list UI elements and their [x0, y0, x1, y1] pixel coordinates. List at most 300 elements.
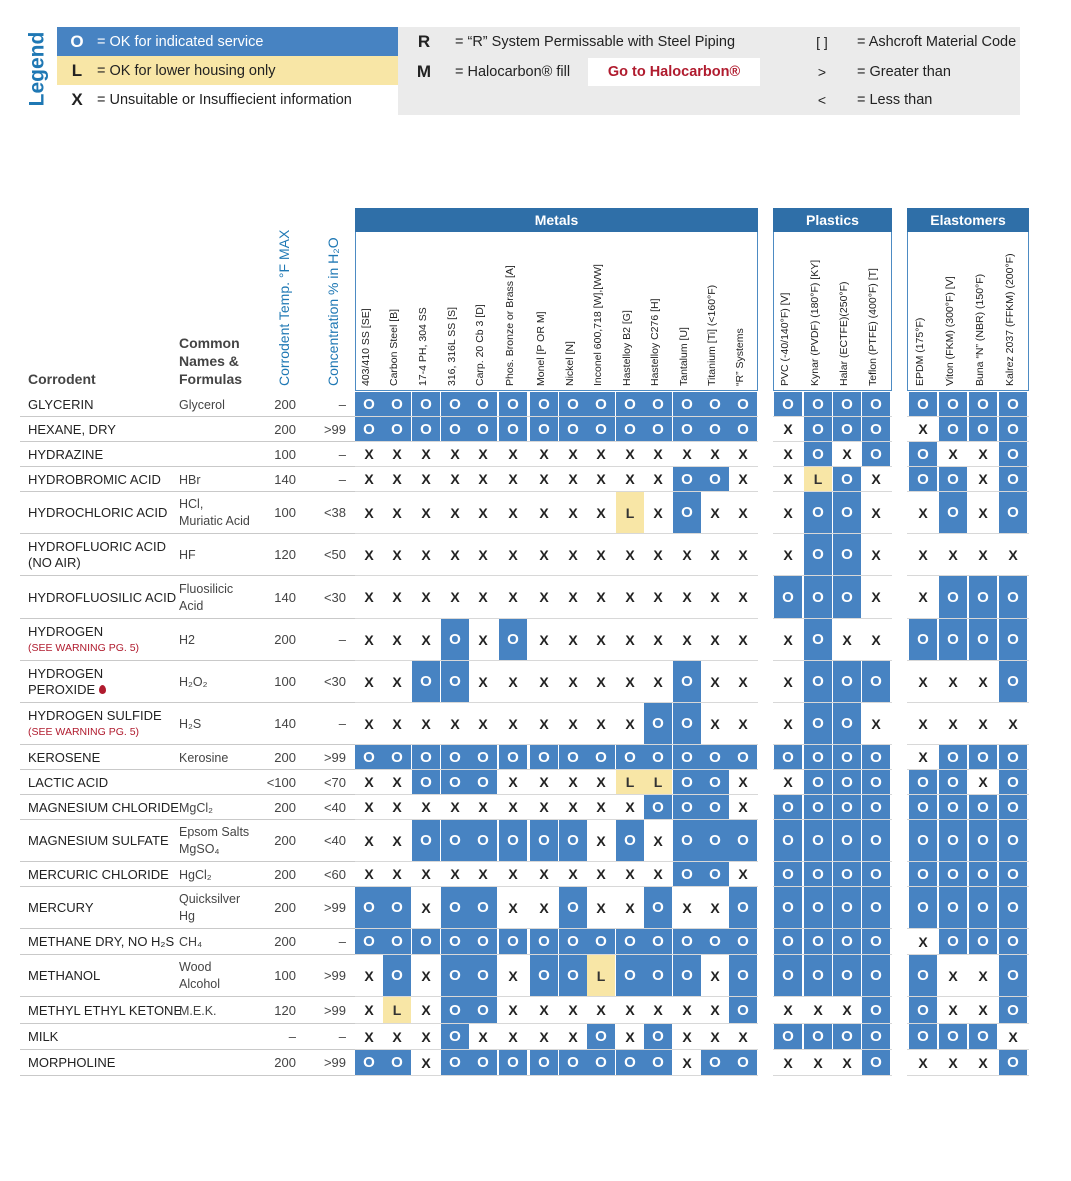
- compatibility-cell: X: [710, 446, 720, 462]
- compatibility-cell: X: [364, 774, 374, 790]
- compatibility-cell: X: [478, 673, 488, 690]
- compatibility-cell: X: [508, 866, 518, 882]
- compatibility-cell: O: [969, 745, 997, 769]
- compatibility-cell: O: [644, 745, 672, 769]
- compatibility-cell: O: [939, 745, 967, 769]
- compatibility-cell: X: [508, 446, 518, 462]
- compatibility-cell: X: [596, 774, 606, 790]
- compatibility-cell: O: [939, 820, 967, 861]
- compatibility-cell: O: [833, 820, 861, 861]
- corrodent-temp: 200: [274, 421, 296, 437]
- compatibility-cell: O: [833, 745, 861, 769]
- compatibility-cell: O: [804, 745, 832, 769]
- material-column-header: Monel [P OR M]: [535, 311, 547, 386]
- compatibility-cell: X: [508, 546, 518, 563]
- compatibility-cell: O: [774, 1024, 802, 1049]
- compatibility-cell: O: [499, 820, 527, 861]
- compatibility-cell: X: [738, 589, 748, 605]
- compatibility-cell: X: [450, 471, 460, 487]
- compatibility-cell: O: [530, 392, 558, 416]
- compatibility-cell: O: [939, 392, 967, 416]
- compatibility-cell: X: [421, 446, 431, 462]
- compatibility-cell: O: [469, 417, 497, 441]
- concentration: >99: [323, 749, 346, 765]
- compatibility-cell: X: [421, 546, 431, 563]
- compatibility-cell: O: [804, 862, 832, 886]
- compatibility-cell: O: [939, 492, 967, 533]
- compatibility-cell: X: [539, 799, 549, 815]
- compatibility-cell: O: [729, 887, 757, 928]
- compatibility-cell: X: [364, 1028, 374, 1045]
- corrodent-temp: 120: [274, 547, 296, 562]
- common-name: Epsom Salts MgSO₄: [179, 825, 250, 856]
- compatibility-cell: X: [392, 471, 402, 487]
- compatibility-cell: O: [804, 576, 832, 618]
- compatibility-cell: X: [918, 933, 928, 950]
- material-column-header: Carbon Steel [B]: [388, 308, 400, 386]
- compatibility-cell: X: [978, 1002, 988, 1018]
- table-row: [20, 1050, 1030, 1076]
- compatibility-cell: X: [539, 631, 549, 648]
- compatibility-cell: O: [673, 417, 701, 441]
- compatibility-cell: O: [559, 929, 587, 954]
- compatibility-cell: X: [653, 1002, 663, 1018]
- compatibility-cell: X: [364, 589, 374, 605]
- compatibility-cell: O: [441, 1050, 469, 1075]
- material-column-header: Phos. Bronze or Brass [A]: [504, 265, 516, 386]
- compatibility-cell: O: [833, 703, 861, 744]
- compatibility-cell: X: [568, 866, 578, 882]
- compatibility-cell: X: [596, 589, 606, 605]
- compatibility-cell: X: [918, 546, 928, 563]
- compatibility-cell: O: [616, 1050, 644, 1075]
- compatibility-cell: X: [478, 866, 488, 882]
- compatibility-cell: O: [833, 534, 861, 575]
- compatibility-cell: O: [673, 929, 701, 954]
- common-name: HBr: [179, 472, 201, 487]
- compatibility-cell: O: [862, 955, 890, 996]
- compatibility-cell: O: [833, 770, 861, 794]
- compatibility-cell: O: [559, 1050, 587, 1075]
- compatibility-cell: X: [421, 1054, 431, 1071]
- compatibility-cell: X: [568, 1002, 578, 1018]
- compatibility-cell: O: [909, 770, 937, 794]
- compatibility-cell: O: [939, 795, 967, 819]
- compatibility-cell: X: [478, 715, 488, 732]
- corrodent-name: HEXANE, DRY: [28, 421, 116, 437]
- corrodent-name: MERCURY: [28, 900, 94, 915]
- compatibility-cell: X: [783, 715, 793, 732]
- table-row: [20, 770, 1030, 795]
- compatibility-cell: X: [421, 589, 431, 605]
- compatibility-cell: O: [969, 862, 997, 886]
- compatibility-cell: X: [450, 504, 460, 521]
- compatibility-cell: O: [673, 467, 701, 491]
- corrodent-temp: 140: [274, 471, 296, 487]
- compatibility-cell: O: [804, 442, 832, 466]
- compatibility-cell: O: [833, 392, 861, 416]
- compatibility-cell: O: [412, 770, 440, 794]
- compatibility-cell: O: [530, 745, 558, 769]
- compatibility-cell: X: [625, 799, 635, 815]
- compatibility-cell: O: [441, 417, 469, 441]
- legend-halocarbon-fill: M = Halocarbon® fill: [416, 61, 571, 81]
- compatibility-cell: X: [568, 715, 578, 732]
- compatibility-cell: X: [738, 471, 748, 487]
- compatibility-cell: X: [710, 673, 720, 690]
- compatibility-cell: O: [862, 997, 890, 1023]
- compatibility-cell: X: [364, 631, 374, 648]
- compatibility-cell: O: [804, 661, 832, 702]
- compatibility-cell: X: [710, 631, 720, 648]
- compatibility-cell: X: [918, 715, 928, 732]
- compatibility-cell: O: [939, 576, 967, 618]
- corrodent-name: METHYL ETHYL KETONE: [28, 1002, 183, 1018]
- compatibility-cell: O: [999, 862, 1027, 886]
- compatibility-cell: O: [833, 576, 861, 618]
- corrodent-name: MERCURIC CHLORIDE: [28, 866, 169, 882]
- compatibility-cell: X: [813, 1054, 823, 1071]
- compatibility-cell: X: [653, 446, 663, 462]
- material-column-header: Teflon (PTFE) (400°F) [T]: [867, 268, 879, 386]
- compatibility-cell: X: [478, 631, 488, 648]
- compatibility-cell: X: [682, 631, 692, 648]
- compatibility-cell: X: [625, 715, 635, 732]
- compatibility-cell: O: [530, 955, 558, 996]
- corrodent-temp: 100: [274, 674, 296, 689]
- compatibility-cell: X: [568, 799, 578, 815]
- compatibility-cell: O: [774, 955, 802, 996]
- compatibility-cell: X: [421, 799, 431, 815]
- table-row: [20, 392, 1030, 417]
- corrodent-temp: 200: [274, 632, 296, 647]
- go-to-halocarbon-link[interactable]: Go to Halocarbon®: [588, 58, 760, 86]
- compatibility-cell: X: [783, 504, 793, 521]
- compatibility-cell: X: [539, 504, 549, 521]
- compatibility-cell: O: [701, 1050, 729, 1075]
- metals-header: Metals: [355, 208, 758, 232]
- compatibility-cell: O: [673, 661, 701, 702]
- corrodent-temp: 200: [274, 934, 296, 949]
- compatibility-cell: O: [355, 929, 383, 954]
- corrodent-name: METHANOL: [28, 968, 101, 983]
- compatibility-cell: X: [653, 866, 663, 882]
- compatibility-cell: X: [568, 446, 578, 462]
- corrodent-temp: 100: [274, 505, 296, 520]
- compatibility-cell: X: [421, 631, 431, 648]
- compatibility-cell: X: [539, 715, 549, 732]
- compatibility-cell: O: [383, 417, 411, 441]
- common-name: HCl, Muriatic Acid: [179, 497, 250, 528]
- compatibility-cell: L: [804, 467, 832, 491]
- material-column-header: 403/410 SS [SE]: [360, 308, 372, 386]
- compatibility-cell: X: [421, 899, 431, 916]
- compatibility-cell: X: [1008, 546, 1018, 563]
- compatibility-cell: X: [596, 504, 606, 521]
- compatibility-cell: X: [653, 673, 663, 690]
- compatibility-cell: X: [948, 673, 958, 690]
- compatibility-cell: O: [909, 392, 937, 416]
- compatibility-cell: X: [508, 799, 518, 815]
- legend-r-system: R = “R” System Permissable with Steel Piping: [417, 31, 736, 51]
- compatibility-cell: X: [364, 967, 374, 984]
- compatibility-cell: X: [625, 899, 635, 916]
- compatibility-cell: O: [383, 1050, 411, 1075]
- compatibility-cell: X: [596, 832, 606, 849]
- compatibility-cell: L: [616, 770, 644, 794]
- metals-header-box: [355, 232, 758, 391]
- compatibility-cell: O: [673, 392, 701, 416]
- compatibility-cell: O: [909, 955, 937, 996]
- compatibility-cell: O: [939, 862, 967, 886]
- compatibility-cell: X: [568, 673, 578, 690]
- compatibility-cell: X: [783, 446, 793, 462]
- compatibility-cell: O: [969, 820, 997, 861]
- compatibility-cell: O: [999, 417, 1027, 441]
- material-column-header: Viton (FKM) (300°F) [V]: [944, 276, 956, 386]
- compatibility-cell: O: [469, 887, 497, 928]
- compatibility-cell: X: [450, 589, 460, 605]
- compatibility-cell: O: [862, 820, 890, 861]
- compatibility-cell: X: [392, 546, 402, 563]
- compatibility-cell: X: [738, 504, 748, 521]
- compatibility-cell: O: [441, 619, 469, 660]
- compatibility-cell: O: [862, 1024, 890, 1049]
- compatibility-cell: O: [862, 442, 890, 466]
- compatibility-cell: X: [539, 673, 549, 690]
- compatibility-cell: X: [508, 471, 518, 487]
- compatibility-cell: X: [653, 589, 663, 605]
- compatibility-cell: X: [978, 774, 988, 790]
- corrodent-name: MORPHOLINE: [28, 1055, 116, 1070]
- compatibility-cell: X: [596, 1002, 606, 1018]
- compatibility-cell: O: [729, 417, 757, 441]
- compatibility-cell: X: [392, 673, 402, 690]
- compatibility-cell: X: [539, 774, 549, 790]
- compatibility-cell: X: [625, 631, 635, 648]
- compatibility-cell: O: [774, 576, 802, 618]
- compatibility-cell: X: [625, 673, 635, 690]
- compatibility-cell: X: [710, 715, 720, 732]
- table-row: [20, 997, 1030, 1024]
- compatibility-cell: X: [738, 715, 748, 732]
- compatibility-cell: O: [559, 417, 587, 441]
- compatibility-cell: O: [969, 795, 997, 819]
- concentration: <60: [323, 866, 346, 882]
- common-name: H2: [179, 633, 195, 647]
- compatibility-cell: O: [673, 703, 701, 744]
- compatibility-cell: O: [969, 619, 997, 660]
- compatibility-cell: O: [499, 417, 527, 441]
- compatibility-cell: O: [969, 417, 997, 441]
- compatibility-cell: O: [644, 955, 672, 996]
- corrodent-temp: 200: [274, 749, 296, 765]
- compatibility-cell: X: [625, 546, 635, 563]
- legend-less-than: < = Less than: [817, 91, 933, 108]
- compatibility-cell: O: [673, 770, 701, 794]
- compatibility-cell: O: [999, 820, 1027, 861]
- concentration: <38: [323, 505, 346, 520]
- compatibility-cell: X: [508, 899, 518, 916]
- compatibility-cell: O: [587, 929, 615, 954]
- compatibility-cell: O: [909, 862, 937, 886]
- compatibility-cell: O: [644, 703, 672, 744]
- compatibility-cell: X: [682, 899, 692, 916]
- compatibility-cell: O: [833, 862, 861, 886]
- compatibility-cell: O: [804, 392, 832, 416]
- corrodent-name: HYDROGEN SULFIDE (SEE WARNING PG. 5): [28, 708, 162, 738]
- compatibility-cell: X: [568, 631, 578, 648]
- compatibility-cell: O: [999, 997, 1027, 1023]
- compatibility-cell: O: [469, 1050, 497, 1075]
- compatibility-cell: O: [909, 619, 937, 660]
- compatibility-cell: X: [539, 866, 549, 882]
- compatibility-cell: O: [383, 745, 411, 769]
- compatibility-cell: X: [364, 471, 374, 487]
- compatibility-cell: X: [421, 504, 431, 521]
- compatibility-cell: O: [499, 392, 527, 416]
- common-name: H₂S: [179, 717, 202, 731]
- compatibility-cell: O: [999, 442, 1027, 466]
- compatibility-cell: X: [539, 471, 549, 487]
- material-column-header: Kalrez 2037 (FFKM) (200°F): [1004, 253, 1016, 386]
- temp-column-header: Corrodent Temp. °F MAX: [276, 229, 292, 386]
- concentration: >99: [323, 1055, 346, 1070]
- concentration: –: [338, 396, 346, 412]
- compatibility-cell: O: [909, 820, 937, 861]
- material-column-header: 17-4 PH, 304 SS: [417, 307, 429, 386]
- compatibility-cell: O: [909, 467, 937, 491]
- compatibility-cell: X: [539, 446, 549, 462]
- compatibility-cell: X: [421, 715, 431, 732]
- compatibility-cell: X: [1008, 715, 1018, 732]
- compatibility-cell: O: [729, 997, 757, 1023]
- concentration: <40: [323, 799, 346, 815]
- compatibility-cell: O: [559, 955, 587, 996]
- corrodent-temp: 200: [274, 866, 296, 882]
- compatibility-cell: O: [804, 703, 832, 744]
- compatibility-cell: X: [478, 589, 488, 605]
- compatibility-cell: X: [392, 774, 402, 790]
- compatibility-cell: X: [842, 1002, 852, 1018]
- compatibility-cell: X: [738, 446, 748, 462]
- compatibility-cell: X: [918, 589, 928, 605]
- compatibility-cell: O: [383, 392, 411, 416]
- table-row: [20, 745, 1030, 770]
- compatibility-cell: O: [804, 955, 832, 996]
- compatibility-cell: X: [392, 1028, 402, 1045]
- compatibility-cell: O: [774, 745, 802, 769]
- compatibility-cell: O: [587, 1050, 615, 1075]
- compatibility-cell: O: [774, 862, 802, 886]
- compatibility-cell: O: [441, 770, 469, 794]
- compatibility-cell: O: [862, 745, 890, 769]
- compatibility-cell: X: [738, 774, 748, 790]
- compatibility-cell: X: [392, 631, 402, 648]
- compatibility-cell: X: [978, 471, 988, 487]
- compatibility-cell: X: [450, 546, 460, 563]
- corrodent-temp: 200: [274, 833, 296, 848]
- compatibility-cell: O: [412, 745, 440, 769]
- compatibility-cell: X: [783, 774, 793, 790]
- compatibility-cell: O: [701, 770, 729, 794]
- compatibility-cell: X: [625, 1028, 635, 1045]
- compatibility-cell: X: [568, 546, 578, 563]
- corrodent-name: MAGNESIUM SULFATE: [28, 833, 169, 848]
- compatibility-cell: X: [539, 1002, 549, 1018]
- compatibility-cell: O: [833, 492, 861, 533]
- compatibility-cell: O: [616, 955, 644, 996]
- compatibility-cell: X: [948, 967, 958, 984]
- compatibility-cell: X: [710, 589, 720, 605]
- compatibility-cell: O: [999, 619, 1027, 660]
- compatibility-cell: O: [999, 770, 1027, 794]
- compatibility-cell: X: [421, 866, 431, 882]
- compatibility-cell: X: [392, 715, 402, 732]
- compatibility-cell: O: [701, 392, 729, 416]
- compatibility-cell: O: [804, 1024, 832, 1049]
- compatibility-cell: X: [596, 799, 606, 815]
- compatibility-cell: O: [441, 997, 469, 1023]
- corrodent-name: METHANE DRY, NO H₂S: [28, 934, 175, 949]
- compatibility-cell: X: [682, 446, 692, 462]
- material-column-header: Hastelloy B2 [G]: [621, 310, 633, 386]
- compatibility-cell: X: [392, 832, 402, 849]
- corrodent-temp: 100: [274, 446, 296, 462]
- compatibility-cell: X: [738, 631, 748, 648]
- compatibility-cell: L: [644, 770, 672, 794]
- compatibility-cell: O: [530, 820, 558, 861]
- compatibility-cell: O: [441, 955, 469, 996]
- compatibility-cell: X: [392, 866, 402, 882]
- compatibility-cell: X: [871, 504, 881, 521]
- concentration: <70: [323, 774, 346, 790]
- compatibility-cell: X: [918, 1054, 928, 1071]
- compatibility-cell: O: [999, 955, 1027, 996]
- compatibility-cell: O: [412, 929, 440, 954]
- compatibility-cell: X: [783, 1002, 793, 1018]
- concentration: –: [338, 471, 346, 487]
- compatibility-cell: X: [978, 967, 988, 984]
- compatibility-cell: O: [909, 442, 937, 466]
- compatibility-cell: O: [833, 467, 861, 491]
- compatibility-cell: X: [978, 504, 988, 521]
- table-row: [20, 417, 1030, 442]
- table-row: [20, 795, 1030, 820]
- common-name: Fluosilicic Acid: [179, 581, 234, 613]
- concentration: –: [338, 934, 346, 949]
- compatibility-cell: O: [774, 887, 802, 928]
- table-row: [20, 534, 1030, 576]
- compatibility-cell: X: [871, 471, 881, 487]
- compatibility-cell: X: [450, 866, 460, 882]
- compatibility-cell: O: [673, 862, 701, 886]
- compatibility-cell: O: [355, 887, 383, 928]
- compatibility-cell: O: [499, 929, 527, 954]
- compatibility-cell: X: [682, 546, 692, 563]
- corrodent-name: HYDROGEN PEROXIDE: [28, 666, 106, 698]
- table-row: [20, 955, 1030, 997]
- compatibility-cell: X: [364, 673, 374, 690]
- material-column-header: Inconel 600,718 [W],[WW]: [592, 264, 604, 386]
- compatibility-cell: O: [616, 745, 644, 769]
- corrodent-column-header: Corrodent: [28, 371, 96, 387]
- common-name: HF: [179, 548, 196, 562]
- corrodent-name: HYDROGEN (SEE WARNING PG. 5): [28, 624, 140, 654]
- compatibility-cell: O: [862, 392, 890, 416]
- compatibility-cell: O: [701, 929, 729, 954]
- compatibility-cell: O: [673, 820, 701, 861]
